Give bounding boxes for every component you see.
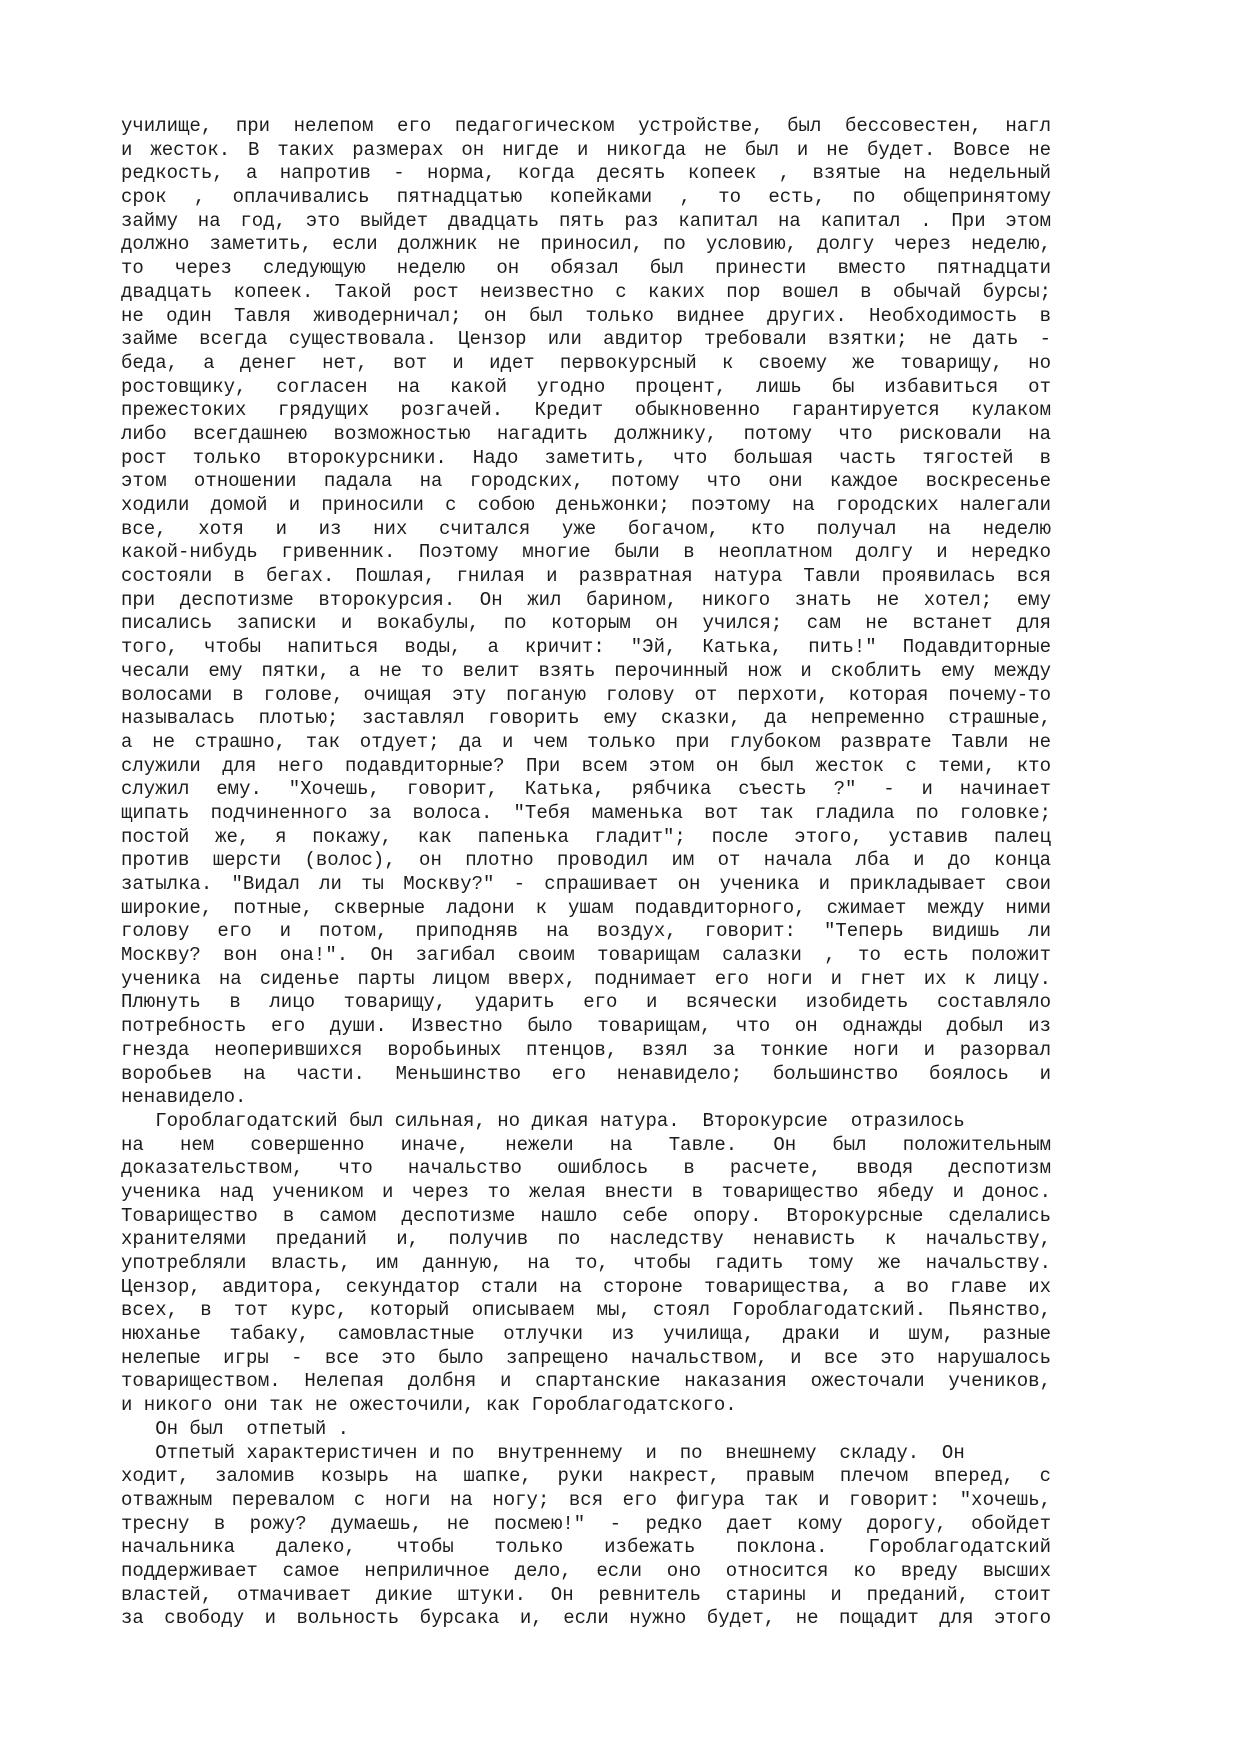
- text-line: за свободу и вольность бурсака и, если нужно будет, не пощадит для этого: [121, 1607, 1051, 1630]
- text-line: волосами в голове, очищая эту поганую голову от перхоти, которая почему-то: [121, 683, 1051, 706]
- text-line: ученика над учеником и через то желая внести в товарищество ябеду и донос.: [121, 1180, 1051, 1203]
- text-line: ученика на сиденье парты лицом вверх, поднимает его ноги и гнет их к лицу.: [121, 967, 1051, 990]
- text-line: все, хотя и из них считался уже богачом, кто получал на неделю: [121, 517, 1051, 540]
- text-line: Москву? вон она!". Он загибал своим товарищам салазки , то есть положит: [121, 944, 1051, 967]
- text-line: служил ему. "Хочешь, говорит, Катька, рябчика съесть ?" - и начинает: [121, 778, 1051, 801]
- text-line: нелепые игры - все это было запрещено начальством, и все это нарушалось: [121, 1346, 1051, 1369]
- text-line: на нем совершенно иначе, нежели на Тавле. Он был положительным: [121, 1133, 1051, 1156]
- document-body-text: [121, 115, 1051, 1631]
- text-line: займу на год, это выйдет двадцать пять раз капитал на капитал . При этом: [121, 209, 1051, 232]
- text-line: а не страшно, так отдует; да и чем только при глубоком разврате Тавли не: [121, 730, 1051, 753]
- text-line: отважным перевалом с ноги на ногу; вся его фигура так и говорит: "хочешь,: [121, 1488, 1051, 1511]
- text-line: должно заметить, если должник не приносил, по условию, долгу через неделю,: [121, 233, 1051, 256]
- text-line: состояли в бегах. Пошлая, гнилая и развратная натура Тавли проявилась вся: [121, 565, 1051, 588]
- text-line: голову его и потом, приподняв на воздух, говорит: "Теперь видишь ли: [121, 920, 1051, 943]
- text-line: Цензор, авдитора, секундатор стали на стороне товарищества, а во главе их: [121, 1275, 1051, 1298]
- text-line: училище, при нелепом его педагогическом устройстве, был бессовестен, нагл: [121, 115, 1051, 137]
- text-line: то через следующую неделю он обязал был принести вместо пятнадцати: [121, 257, 1051, 280]
- text-line: всех, в тот курс, который описываем мы, стоял Гороблагодатский. Пьянство,: [121, 1299, 1051, 1322]
- text-line: хранителями преданий и, получив по наследству ненависть к начальству,: [121, 1228, 1051, 1251]
- text-line: потребность его души. Известно было товарищам, что он однажды добыл из: [121, 1015, 1051, 1038]
- text-line: Отпетый характеристичен и по внутреннему и по внешнему складу. Он: [121, 1441, 965, 1464]
- text-line: ростовщику, согласен на какой угодно процент, лишь бы избавиться от: [121, 375, 1051, 398]
- text-line: тресну в рожу? думаешь, не посмею!" - редко дает кому дорогу, обойдет: [121, 1512, 1051, 1535]
- text-line: не один Тавля живодерничал; он был только виднее других. Необходимость в: [121, 304, 1051, 327]
- text-line: чесали ему пятки, а не то велит взять перочинный нож и скоблить ему между: [121, 659, 1051, 682]
- text-line: какой-нибудь гривенник. Поэтому многие были в неоплатном долгу и нередко: [121, 541, 1051, 564]
- text-line: писались записки и вокабулы, по которым он учился; сам не встанет для: [121, 612, 1051, 635]
- text-line: и жесток. В таких размерах он нигде и никогда не был и не будет. Вовсе не: [121, 138, 1051, 161]
- text-line: служили для него подавдиторные? При всем этом он был жесток с теми, кто: [121, 754, 1051, 777]
- text-line: рост только второкурсники. Надо заметить, что большая часть тягостей в: [121, 446, 1051, 469]
- text-line: широкие, потные, скверные ладони к ушам подавдиторного, сжимает между ними: [121, 896, 1051, 919]
- text-line: начальника далеко, чтобы только избежать поклона. Гороблагодатский: [121, 1536, 1051, 1559]
- text-line: поддерживает самое неприличное дело, если оно относится ко вреду высших: [121, 1559, 1051, 1582]
- text-line: ходили домой и приносили с собою деньжонки; поэтому на городских налегали: [121, 494, 1051, 516]
- text-line: затылка. "Видал ли ты Москву?" - спрашивает он ученика и прикладывает свои: [121, 873, 1051, 895]
- text-line: щипать подчиненного за волоса. "Тебя маменька вот так гладила по головке;: [121, 801, 1051, 824]
- text-line: доказательством, что начальство ошиблось в расчете, вводя деспотизм: [121, 1157, 1051, 1180]
- text-line: гнезда неоперившихся воробьиных птенцов, взял за тонкие ноги и разорвал: [121, 1038, 1051, 1061]
- text-line: того, чтобы напиться воды, а кричит: "Эй, Катька, пить!" Подавдиторные: [121, 636, 1051, 659]
- text-line: Товарищество в самом деспотизме нашло себе опору. Второкурсные сделались: [121, 1204, 1051, 1227]
- text-line: Гороблагодатский был сильная, но дикая натура. Второкурсие отразилось: [121, 1109, 965, 1132]
- text-line: прежестоких грядущих розгачей. Кредит обыкновенно гарантируется кулаком: [121, 399, 1051, 422]
- text-line: ненавидело.: [121, 1086, 247, 1109]
- text-line: редкость, а напротив - норма, когда десять копеек , взятые на недельный: [121, 162, 1051, 185]
- text-line: нюханье табаку, самовластные отлучки из училища, драки и шум, разные: [121, 1323, 1051, 1346]
- text-line: и никого они так не ожесточили, как Гороблагодатского.: [121, 1394, 737, 1417]
- text-line: называлась плотью; заставлял говорить ему сказки, да непременно страшные,: [121, 707, 1051, 730]
- text-line: против шерсти (волос), он плотно проводил им от начала лба и до конца: [121, 849, 1051, 872]
- text-line: ходит, заломив козырь на шапке, руки накрест, правым плечом вперед, с: [121, 1465, 1051, 1488]
- text-line: при деспотизме второкурсия. Он жил барином, никого знать не хотел; ему: [121, 588, 1051, 611]
- text-line: либо всегдашнею возможностью нагадить должнику, потому что рисковали на: [121, 422, 1051, 445]
- text-line: этом отношении падала на городских, потому что они каждое воскресенье: [121, 470, 1051, 493]
- text-line: двадцать копеек. Такой рост неизвестно с каких пор вошел в обычай бурсы;: [121, 280, 1051, 303]
- text-line: товариществом. Нелепая долбня и спартанские наказания ожесточали учеников,: [121, 1370, 1051, 1393]
- text-line: воробьев на части. Меньшинство его ненавидело; большинство боялось и: [121, 1062, 1051, 1085]
- text-line: беда, а денег нет, вот и идет первокурсный к своему же товарищу, но: [121, 351, 1051, 374]
- text-line: властей, отмачивает дикие штуки. Он ревнитель старины и преданий, стоит: [121, 1583, 1051, 1606]
- text-line: срок , оплачивались пятнадцатью копейками , то есть, по общепринятому: [121, 186, 1051, 209]
- text-line: употребляли власть, им данную, на то, чтобы гадить тому же начальству.: [121, 1252, 1051, 1274]
- text-line: постой же, я покажу, как папенька гладит"; после этого, уставив палец: [121, 825, 1051, 848]
- text-line: займе всегда существовала. Цензор или авдитор требовали взятки; не дать -: [121, 328, 1051, 351]
- text-line: Он был отпетый .: [121, 1417, 350, 1440]
- text-line: Плюнуть в лицо товарищу, ударить его и всячески изобидеть составляло: [121, 991, 1051, 1014]
